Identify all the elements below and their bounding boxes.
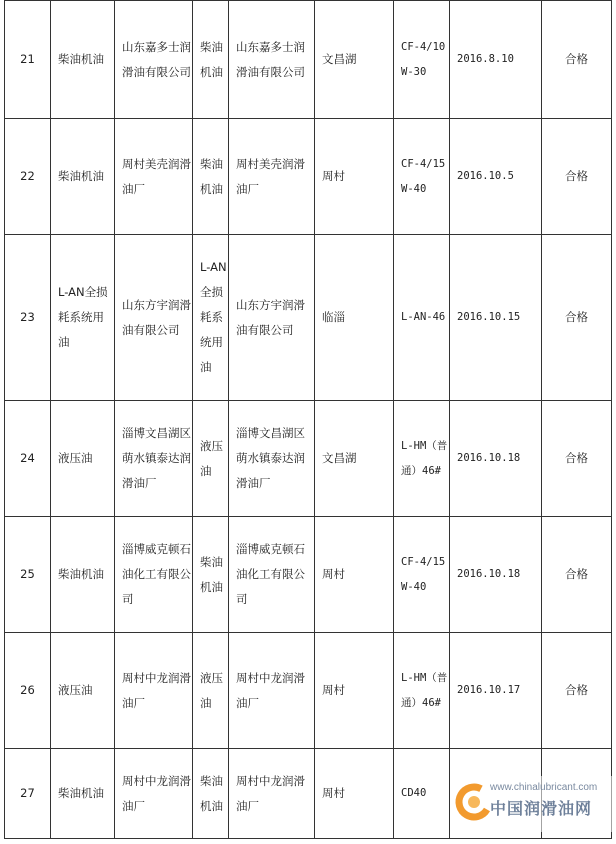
result: 合格 [542,401,612,517]
producer: 山东嘉多士润滑油有限公司 [229,1,315,119]
inspection-results-table [4,0,612,839]
spec-model: CF-4/10W-30 [394,1,450,119]
table-row [5,235,612,401]
spec-model: CD40 [394,749,450,839]
producer: 周村中龙润滑油厂 [229,633,315,749]
row-number: 22 [5,119,51,235]
result: 合格 [542,633,612,749]
product-category: 柴油机油 [51,517,115,633]
chinalubricant-logo-icon [454,782,494,822]
producer: 淄博威克顿石油化工有限公司 [229,517,315,633]
product-category: 液压油 [51,401,115,517]
product-name: 柴油机油 [193,517,229,633]
product-category: 柴油机油 [51,1,115,119]
row-number: 23 [5,235,51,401]
production-date: 2016.10.18 [450,401,542,517]
result: 合格 [542,235,612,401]
sampled-unit: 淄博威克顿石油化工有限公司 [115,517,193,633]
result: 合格 [542,1,612,119]
table-row [5,633,612,749]
watermark [452,776,616,832]
product-name: L-AN全损耗系统用油 [193,235,229,401]
sampled-unit: 周村中龙润滑油厂 [115,633,193,749]
row-number: 24 [5,401,51,517]
location: 周村 [315,119,394,235]
product-name: 柴油机油 [193,749,229,839]
production-date: 2016.8.10 [450,1,542,119]
sampled-unit: 周村中龙润滑油厂 [115,749,193,839]
producer: 山东方宇润滑油有限公司 [229,235,315,401]
spec-model: L-HM（普通）46# [394,401,450,517]
watermark-site-name: 中国润滑油网 [490,799,593,818]
row-number: 21 [5,1,51,119]
producer: 淄博文昌湖区萌水镇泰达润滑油厂 [229,401,315,517]
product-name: 柴油机油 [193,119,229,235]
product-category: 柴油机油 [51,749,115,839]
location: 临淄 [315,235,394,401]
location: 周村 [315,517,394,633]
producer: 周村中龙润滑油厂 [229,749,315,839]
row-number: 25 [5,517,51,633]
producer: 周村美壳润滑油厂 [229,119,315,235]
spec-model: L-HM（普通）46# [394,633,450,749]
spec-model: CF-4/15W-40 [394,119,450,235]
product-name: 液压油 [193,633,229,749]
production-date: 2016.10.18 [450,517,542,633]
sampled-unit: 淄博文昌湖区萌水镇泰达润滑油厂 [115,401,193,517]
production-date: 2016.10.15 [450,235,542,401]
production-date: 2016.10.5 [450,119,542,235]
location: 周村 [315,633,394,749]
location: 文昌湖 [315,401,394,517]
result: 合格 [542,517,612,633]
sampled-unit: 周村美壳润滑油厂 [115,119,193,235]
product-name: 液压油 [193,401,229,517]
row-number: 27 [5,749,51,839]
table-row [5,119,612,235]
location: 周村 [315,749,394,839]
row-number: 26 [5,633,51,749]
production-date: 2016.10.17 [450,633,542,749]
result: 合格 [542,119,612,235]
watermark-url: www.chinalubricant.com [490,782,598,793]
location: 文昌湖 [315,1,394,119]
product-name: 柴油机油 [193,1,229,119]
sampled-unit: 山东方宇润滑油有限公司 [115,235,193,401]
table-row [5,1,612,119]
table-row [5,401,612,517]
product-category: 液压油 [51,633,115,749]
product-category: L-AN全损耗系统用油 [51,235,115,401]
table-row [5,517,612,633]
spec-model: L-AN-46 [394,235,450,401]
spec-model: CF-4/15W-40 [394,517,450,633]
product-category: 柴油机油 [51,119,115,235]
sampled-unit: 山东嘉多士润滑油有限公司 [115,1,193,119]
